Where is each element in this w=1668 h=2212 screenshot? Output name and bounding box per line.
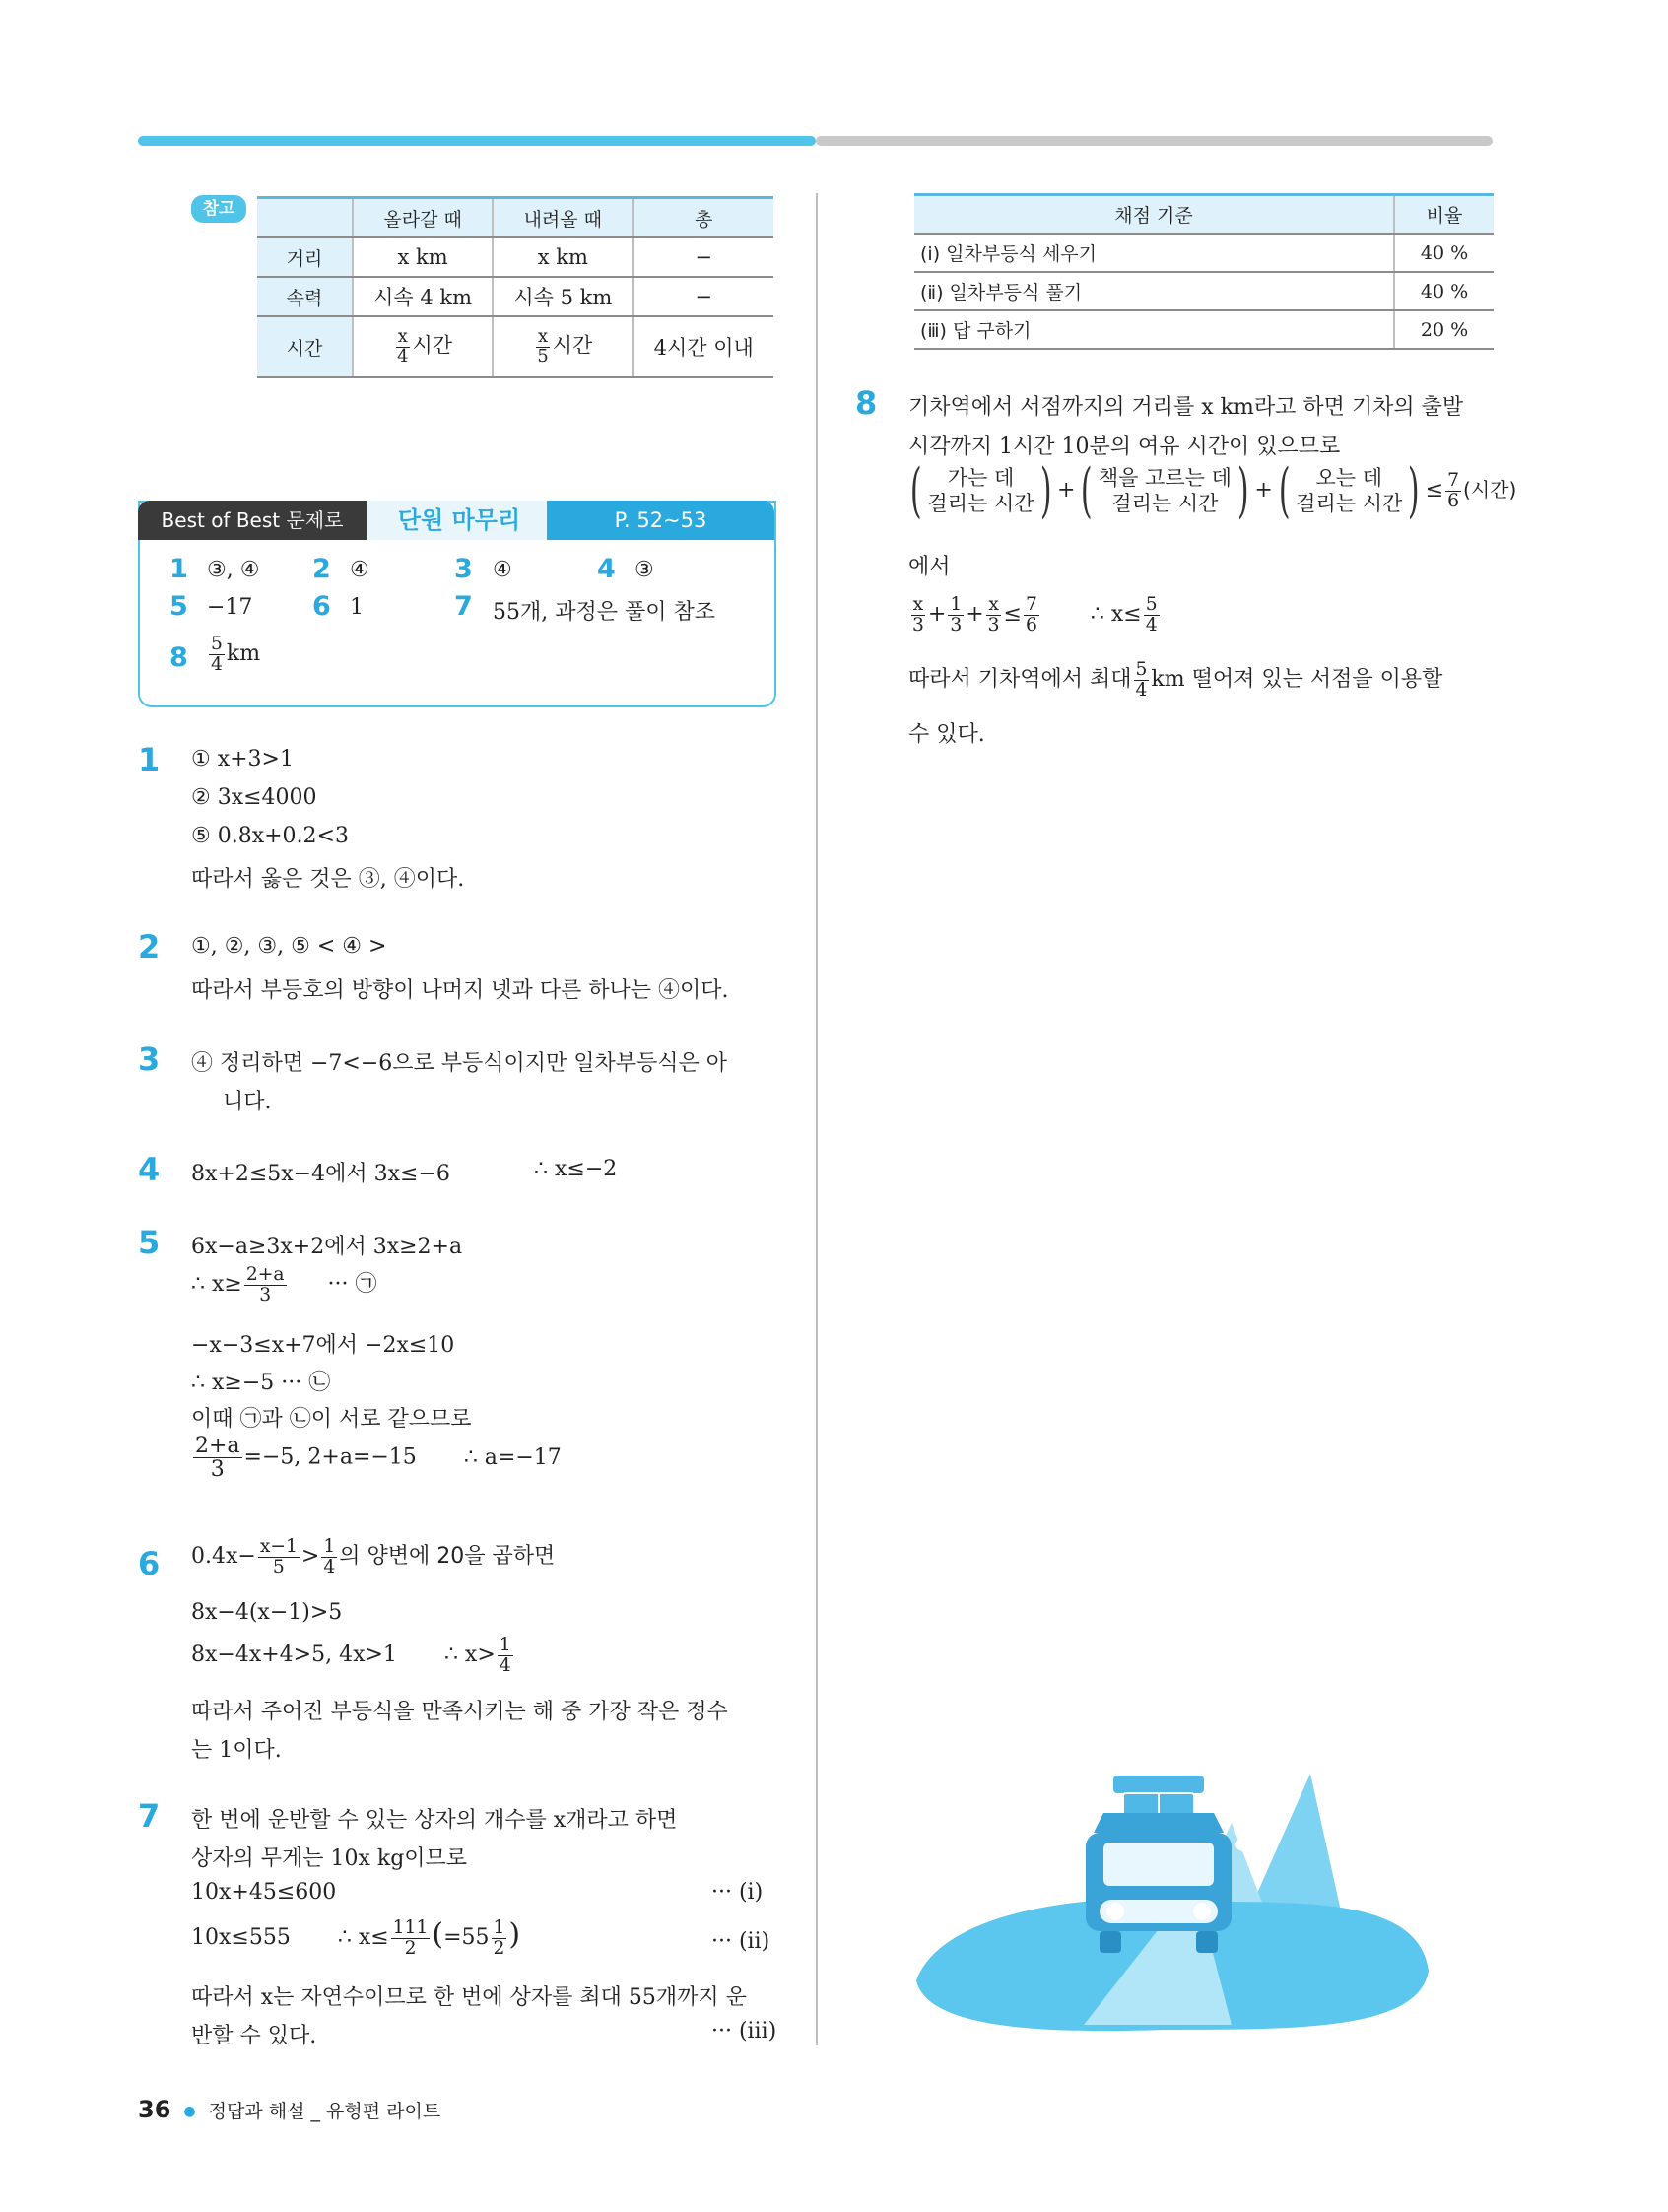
solution-line-fraction: ∴ x≥ $\frac{2+a}{3}$ ··· ㉠ xyxy=(191,1264,377,1306)
answer-value: −17 xyxy=(207,595,253,620)
ref-cell: 시속 5 km xyxy=(493,277,633,316)
answer-value: ④ xyxy=(350,558,369,582)
solution-line-fraction: 0.4x− $\frac{x-1}{5}$ > $\frac{1}{4}$ 의 양변에 20을 곱하면 xyxy=(191,1536,556,1577)
solution-line: 한 번에 운반할 수 있는 상자의 개수를 x개라고 하면 xyxy=(191,1808,678,1833)
solution-number: 1 xyxy=(138,741,161,778)
answer-number: 4 xyxy=(597,554,616,584)
answer-value: ③, ④ xyxy=(207,558,260,582)
footer-title: 정답과 해설 _ 유형편 라이트 xyxy=(208,2101,441,2122)
score-item: (ⅰ) 일차부등식 세우기 xyxy=(914,234,1394,272)
sparkle-icon xyxy=(1054,1872,1086,1906)
answer-tab-title: 단원 마무리 xyxy=(367,501,552,540)
answer-number: 5 xyxy=(169,591,188,622)
solution-line-fraction: 8x−4x+4>5, 4x>1 ∴ x> $\frac{1}{4}$ xyxy=(191,1635,511,1676)
solution-line: 시각까지 1시간 10분의 여유 시간이 있으므로 xyxy=(908,435,1341,459)
solution-line: 따라서 주어진 부등식을 만족시키는 해 중 가장 작은 정수 xyxy=(191,1700,728,1724)
solution-line-fraction: 따라서 기차역에서 최대 $\frac{5}{4}$ km 떨어져 있는 서점을 이용할 xyxy=(908,659,1443,701)
solution-line: 에서 xyxy=(908,555,951,579)
solution-line: −x−3≤x+7에서 −2x≤10 xyxy=(191,1333,455,1358)
solution-line: 따라서 x는 자연수이므로 한 번에 상자를 최대 55개까지 운 xyxy=(191,1985,747,2010)
ref-cell: x km xyxy=(353,237,493,277)
solution-line: 따라서 부등호의 방향이 나머지 넷과 다른 하나는 ④이다. xyxy=(191,978,729,1003)
solution-line: 는 1이다. xyxy=(191,1738,282,1763)
answer-number: 2 xyxy=(312,554,331,584)
solution-line-fraction: $\frac{2+a}{3}$ =−5, 2+a=−15 ∴ a=−17 xyxy=(195,1434,562,1483)
ref-table xyxy=(257,196,773,378)
solution-number: 4 xyxy=(138,1151,161,1188)
solution-marker: ··· (ⅲ) xyxy=(711,2019,777,2044)
score-item: (ⅱ) 일차부등식 풀기 xyxy=(914,272,1394,310)
answer-tab-left: Best of Best 문제로 xyxy=(138,501,367,540)
ref-badge: 참고 xyxy=(191,195,246,223)
page-number: 36 xyxy=(138,2096,171,2123)
header-bar-right xyxy=(816,136,1493,146)
solution-line: ①, ②, ③, ⑤ < ④ > xyxy=(191,934,387,959)
answer-number: 7 xyxy=(454,591,473,622)
ref-header: 올라갈 때 xyxy=(353,198,493,238)
answer-value: ④ xyxy=(493,558,512,582)
answer-number: 8 xyxy=(169,642,188,673)
answer-number: 6 xyxy=(312,591,331,622)
column-divider xyxy=(816,193,818,2045)
solution-marker: ··· (ⅱ) xyxy=(711,1929,770,1954)
solution-line: ∴ x≤−2 xyxy=(534,1157,618,1181)
ref-row-label: 속력 xyxy=(257,277,353,316)
ref-cell-time-down: $\frac{x}{5}$ 시간 xyxy=(493,316,633,377)
svg-text:+: + xyxy=(1059,1887,1073,1906)
solution-number: 6 xyxy=(138,1545,161,1582)
solution-line: 반할 수 있다. xyxy=(191,2024,317,2048)
score-header: 비율 xyxy=(1394,195,1494,235)
answer-value: 1 xyxy=(350,595,364,620)
ref-row-label: 시간 xyxy=(257,316,353,377)
solution-line: 기차역에서 서점까지의 거리를 x km라고 하면 기차의 출발 xyxy=(908,395,1464,420)
svg-text:+ +: + + xyxy=(1054,1872,1086,1891)
ref-header: 내려올 때 xyxy=(493,198,633,238)
solution-line: 니다. xyxy=(223,1090,272,1114)
answer-value-8: $\frac{5}{4}$ km xyxy=(211,634,261,675)
solution-line-fraction: $\frac{x}{3}$ + $\frac{1}{3}$ + $\frac{x}{3}$ ≤ $\frac{7}{6}$ ∴ x≤ $\frac{5}{4}$ xyxy=(912,594,1158,636)
score-header: 채점 기준 xyxy=(914,195,1394,235)
cloud-icon xyxy=(1235,1834,1266,1852)
solution-number: 3 xyxy=(138,1040,161,1078)
car-icon xyxy=(1086,1776,1232,1953)
solution-line: ④ 정리하면 −7<−6으로 부등식이지만 일차부등식은 아 xyxy=(191,1051,728,1076)
solution-line-brackets: ( 가는 데 걸리는 시간 ) + ( 책을 고르는 데 걸리는 시간 ) + ( 오는 데 걸리는 시간 ) ≤ $\frac{7}{6}$ (시간) xyxy=(909,456,1517,525)
solution-line: 8x+2≤5x−4에서 3x≤−6 xyxy=(191,1162,450,1186)
solution-number: 5 xyxy=(138,1224,161,1261)
bullet-icon: ● xyxy=(183,2104,196,2119)
answer-value: ③ xyxy=(634,558,654,582)
ref-row-label: 거리 xyxy=(257,237,353,277)
solution-line: ② 3x≤4000 xyxy=(191,785,317,810)
solution-line: 따라서 옳은 것은 ③, ④이다. xyxy=(191,867,465,892)
car-illustration xyxy=(906,1754,1438,2040)
score-ratio: 40 % xyxy=(1394,234,1494,272)
answer-value: 55개, 과정은 풀이 참조 xyxy=(493,600,715,625)
score-item: (ⅲ) 답 구하기 xyxy=(914,310,1394,349)
solution-line: ∴ x≥−5 ··· ㉡ xyxy=(191,1371,331,1395)
solution-line: 6x−a≥3x+2에서 3x≥2+a xyxy=(191,1235,463,1259)
solution-line: 8x−4(x−1)>5 xyxy=(191,1600,343,1625)
ref-cell: 4시간 이내 xyxy=(633,316,773,377)
score-ratio: 20 % xyxy=(1394,310,1494,349)
solution-line: ① x+3>1 xyxy=(191,747,294,771)
answer-tab-pages: P. 52~53 xyxy=(547,501,774,540)
header-bar-left xyxy=(138,136,816,146)
solution-line: 이때 ㉠과 ㉡이 서로 같으므로 xyxy=(191,1407,472,1432)
score-ratio: 40 % xyxy=(1394,272,1494,310)
solution-line: ⑤ 0.8x+0.2<3 xyxy=(191,824,349,848)
solution-number: 7 xyxy=(138,1797,161,1835)
ref-header-blank xyxy=(257,198,353,238)
score-table xyxy=(914,193,1494,350)
ref-cell: 시속 4 km xyxy=(353,277,493,316)
answer-number: 3 xyxy=(454,554,473,584)
solution-line: 수 있다. xyxy=(908,722,985,747)
solution-line: 상자의 무게는 10x kg이므로 xyxy=(191,1846,468,1871)
answer-number: 1 xyxy=(169,554,188,584)
solution-line: 10x+45≤600 xyxy=(191,1880,337,1905)
ref-cell: − xyxy=(633,237,773,277)
ref-cell: − xyxy=(633,277,773,316)
ref-header: 총 xyxy=(633,198,773,238)
page-footer xyxy=(138,2096,440,2123)
solution-line-fraction: 10x≤555 ∴ x≤ $\frac{111}{2}$ (=55 $\frac{1}{2}$ ) xyxy=(191,1916,521,1959)
solution-number: 8 xyxy=(855,384,878,422)
solution-marker: ··· (ⅰ) xyxy=(711,1880,764,1905)
solution-number: 2 xyxy=(138,928,161,966)
ref-cell-time-up: $\frac{x}{4}$ 시간 xyxy=(353,316,493,377)
ref-cell: x km xyxy=(493,237,633,277)
